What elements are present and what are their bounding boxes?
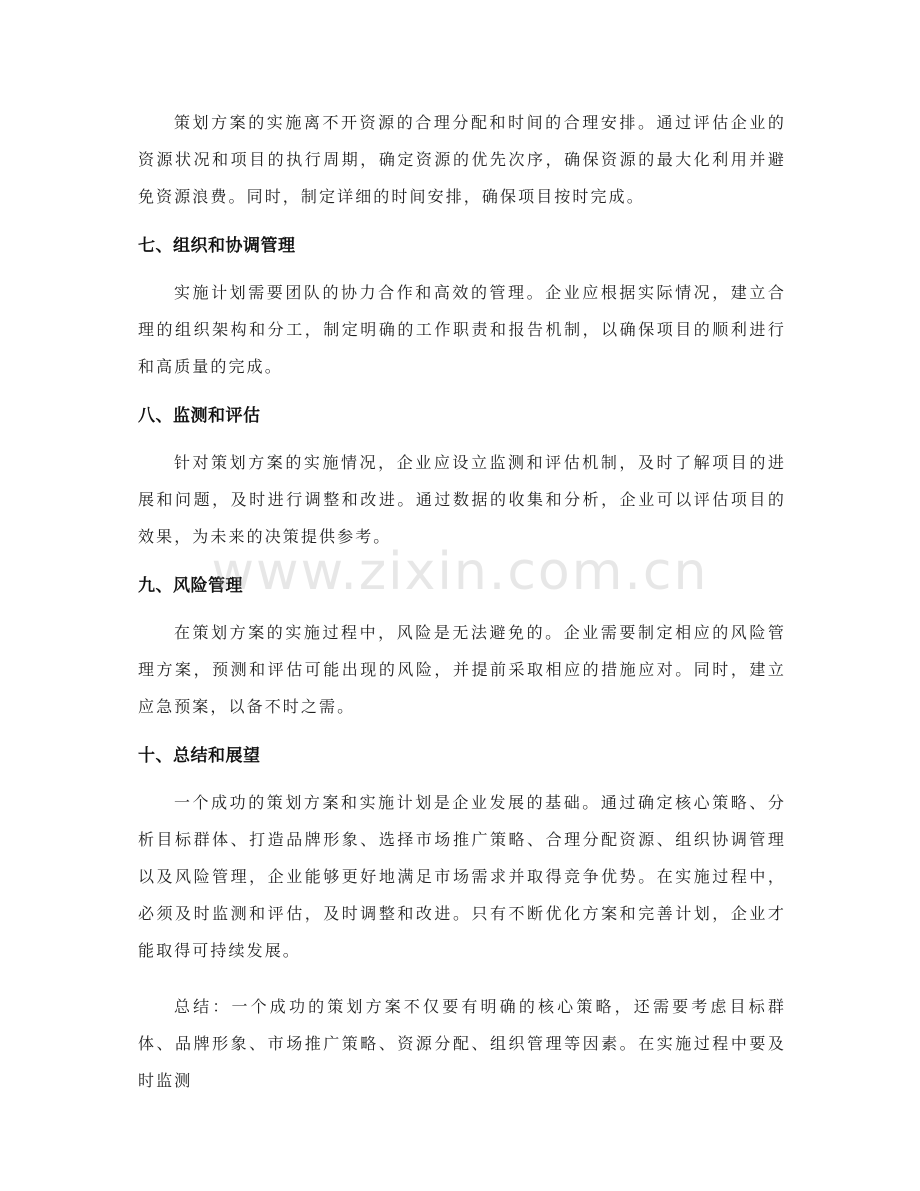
paragraph-conclusion: 总结：一个成功的策划方案不仅要有明确的核心策略，还需要考虑目标群体、品牌形象、市场推广策略、资源分配、组织管理等因素。在实施过程中要及时监测 [138,997,786,1090]
watermark-text: www.zixin.com.cn [211,542,709,602]
section-heading-risk: 九、风险管理 [138,576,243,596]
section-heading-organization: 七、组织和协调管理 [138,236,296,256]
paragraph-summary-outlook: 一个成功的策划方案和实施计划是企业发展的基础。通过确定核心策略、分析目标群体、打造品牌形象、选择市场推广策略、合理分配资源、组织协调管理以及风险管理，企业能够更好地满足市场需求并取得竞争优势。在实施过程中，必须及时监测和评估，及时调整和改进。只有不断优化方案和完善计划，企业才能取得可持续发展。 [138,793,786,960]
section-heading-summary-outlook: 十、总结和展望 [138,746,261,766]
paragraph-monitoring: 针对策划方案的实施情况，企业应设立监测和评估机制，及时了解项目的进展和问题，及时进行调整和改进。通过数据的收集和分析，企业可以评估项目的效果，为未来的决策提供参考。 [138,453,786,546]
paragraph-resource-allocation: 策划方案的实施离不开资源的合理分配和时间的合理安排。通过评估企业的资源状况和项目的执行周期，确定资源的优先次序，确保资源的最大化利用并避免资源浪费。同时，制定详细的时间安排，确保项目按时完成。 [138,113,786,206]
paragraph-organization: 实施计划需要团队的协力合作和高效的管理。企业应根据实际情况，建立合理的组织架构和分工，制定明确的工作职责和报告机制，以确保项目的顺利进行和高质量的完成。 [138,283,786,376]
paragraph-risk: 在策划方案的实施过程中，风险是无法避免的。企业需要制定相应的风险管理方案，预测和评估可能出现的风险，并提前采取相应的措施应对。同时，建立应急预案，以备不时之需。 [138,623,786,716]
section-heading-monitoring: 八、监测和评估 [138,406,261,426]
document-body [138,104,786,1099]
